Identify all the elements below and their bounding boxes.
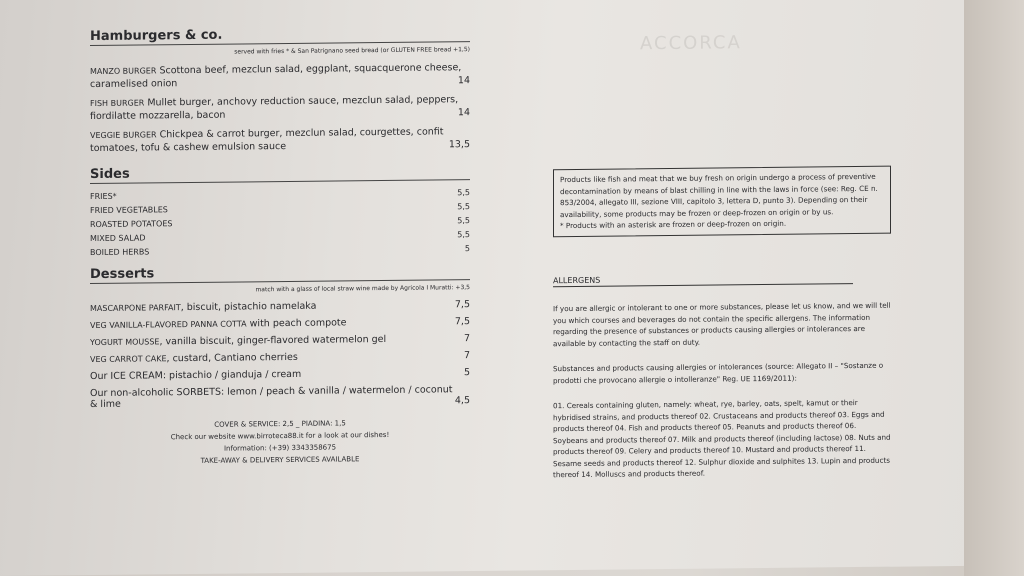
item-price: 5 <box>463 367 470 379</box>
item-name: FISH BURGER <box>90 98 145 109</box>
notice-footnote: * Products with an asterisk are frozen or deep-frozen on origin. <box>560 218 787 231</box>
item-name: MANZO BURGER <box>90 66 157 77</box>
item-name: VEGGIE BURGER <box>90 130 157 141</box>
menu-item: YOGURT MOUSSE, vanilla biscuit, ginger-flavored watermelon gel 7 <box>90 333 470 348</box>
allergens-intro: If you are allergic or intolerant to one or more substances, please let us know, and we will tell you which courses and beverages do not contain the specific allergens. The information regarding the presence of substances or products causing allergies or intolerances are available by contacting the staff on duty. <box>553 300 891 348</box>
item-name: YOGURT MOUSSE <box>90 337 160 348</box>
sides-title: Sides <box>90 163 470 184</box>
item-price: 7 <box>463 333 470 345</box>
hamburgers-note: served with fries * & San Patrignano seed bread (or GLUTEN FREE bread +1,5) <box>234 46 470 56</box>
menu-item <box>90 316 470 331</box>
menu-item <box>90 125 470 155</box>
menu-right-column <box>553 166 891 495</box>
item-desc: Scottona beef, mezclun salad, eggplant, squacquerone cheese, caramelised onion <box>90 62 462 91</box>
menu-left-column <box>90 25 470 468</box>
item-desc: Mullet burger, anchovy reduction sauce, mezclun salad, peppers, fiordilatte mozzarella, bacon <box>90 94 459 123</box>
item-desc: Chickpea & carrot burger, mezclun salad, courgettes, confit tomatoes, tofu & cashew emulsion sauce <box>90 126 444 155</box>
menu-item <box>90 244 470 257</box>
item-name: Our non-alcoholic SORBETS: <box>90 386 225 400</box>
menu-item <box>90 367 470 382</box>
item-price: 7,5 <box>454 316 470 328</box>
item-price: 7 <box>463 350 470 362</box>
services-text: TAKE-AWAY & DELIVERY SERVICES AVAILABLE <box>200 455 360 465</box>
item-desc: pistachio / gianduja / cream <box>169 368 302 382</box>
item-name: VEG VANILLA-FLAVORED PANNA COTTA <box>90 319 247 331</box>
allergens-title: ALLERGENS <box>553 272 853 288</box>
menu-item <box>90 216 470 229</box>
item-price: 14 <box>457 75 470 87</box>
item-desc: biscuit, pistachio namelaka <box>186 300 317 314</box>
notice-box <box>553 166 891 237</box>
item-price: 5,5 <box>457 216 470 226</box>
item-name: MASCARPONE PARFAIT <box>90 303 181 314</box>
item-name: BOILED HERBS <box>90 247 150 258</box>
item-price: 5,5 <box>457 188 470 198</box>
item-desc: with peach compote <box>249 317 347 330</box>
desserts-title: Desserts <box>90 263 470 284</box>
item-price: 4,5 <box>454 395 470 407</box>
background-cloth <box>964 0 1024 576</box>
item-desc: custard, Cantiano cherries <box>172 351 298 365</box>
allergens-list: 01. Cereals containing gluten, namely: wheat, rye, barley, oats, spelt, kamut or their hybridised strains, and products thereof 02. Crustaceans and products thereof 03. Eggs and products thereof 04. Fish and products thereof 05. Peanuts and products thereof 06. Soybeans and products thereof 07. Milk and products thereof (including lactose) 08. Nuts and products thereof 09. Celery and products thereof 10. Mustard and products thereof 11. Sesame seeds and products thereof 12. Sulphur dioxide and sulphites 13. Lupin and products thereof 14. Molluscs and products thereof. <box>553 398 891 480</box>
menu-item: VEG CARROT CAKE, custard, Cantiano cherries 7 <box>90 350 470 365</box>
item-name: Our ICE CREAM: <box>90 370 167 383</box>
item-price: 7,5 <box>454 299 470 311</box>
menu-item <box>90 384 470 410</box>
website-text: Check our website www.birroteca88.it for a look at our dishes! <box>170 430 390 442</box>
item-price: 13,5 <box>448 139 470 151</box>
menu-item <box>90 202 470 215</box>
menu-item <box>90 93 470 123</box>
item-desc: vanilla biscuit, ginger-flavored watermelon gel <box>165 333 387 348</box>
menu-footer <box>90 416 470 468</box>
faded-logo: ACCORCA <box>640 32 742 55</box>
menu-item <box>90 230 470 243</box>
item-name: MIXED SALAD <box>90 233 146 244</box>
item-name: FRIED VEGETABLES <box>90 205 168 216</box>
cover-charge: COVER & SERVICE: 2,5 _ PIADINA: 1,5 <box>214 419 346 429</box>
item-name: ROASTED POTATOES <box>90 219 173 230</box>
item-price: 5,5 <box>457 230 470 240</box>
contact-info: Information: (+39) 3343358675 <box>223 443 337 453</box>
item-desc: lemon / peach & vanilla / watermelon / coconut & lime <box>90 384 453 411</box>
desserts-note: match with a glass of local straw wine made by Agricola I Muratti: +3,5 <box>255 284 470 294</box>
item-name: VEG CARROT CAKE <box>90 354 167 365</box>
item-price: 14 <box>457 107 470 119</box>
hamburgers-title: Hamburgers & co. <box>90 25 470 46</box>
item-price: 5,5 <box>457 202 470 212</box>
notice-text: Products like fish and meat that we buy fresh on origin undergo a process of preventive decontamination by means of blast chilling in line with the laws in force (see: Reg. CE n. 853/2004, allegato III, sezione VIII, capitolo 3, lettera D, punto 3). Depending on their availability, some products may be frozen or deep-frozen on origin or by us. <box>560 171 878 219</box>
item-price: 5 <box>464 244 470 254</box>
item-name: FRIES* <box>90 191 117 202</box>
menu-item <box>90 61 470 91</box>
allergens-source: Substances and products causing allergies or intolerances (source: Allegato II – "Sostanze o prodotti che provocano allergie o intolleranze" Reg. UE 1169/2011): <box>553 360 884 385</box>
menu-item: MASCARPONE PARFAIT, biscuit, pistachio namelaka 7,5 <box>90 299 470 314</box>
